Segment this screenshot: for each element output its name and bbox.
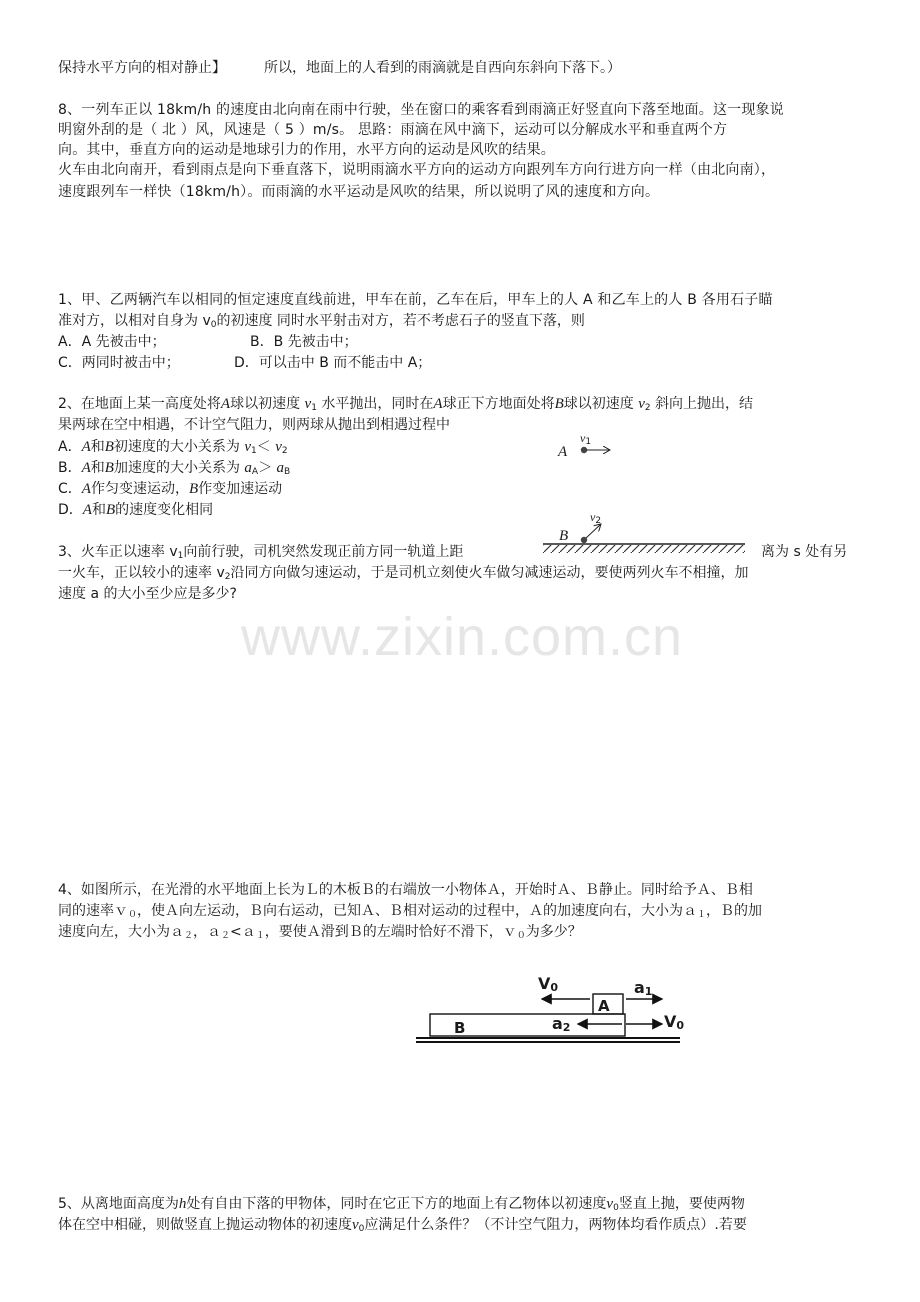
p2-ball-a	[581, 447, 610, 453]
p4-fig-label-a: A	[598, 997, 610, 1015]
q8-line-4: 火车由北向南开，看到雨点是向下垂直落下，说明雨滴水平方向的运动方向跟列车方向行进方向一样（由北向南），	[58, 162, 776, 178]
p5-line-2: 体在空中相碰，则做竖直上抛运动物体的初速度$v_0$应满足什么条件？（不计空气阻力，两物体均看作质点）.若要	[58, 1217, 747, 1234]
p4-line-1: 4、如图所示，在光滑的水平地面上长为Ｌ的木板Ｂ的右端放一小物体Ａ，开始时Ａ、Ｂ静止。同时给予Ａ、Ｂ相	[58, 882, 753, 898]
intro-text-b: 所以，地面上的人看到的雨滴就是自西向东斜向下落下。）	[264, 60, 621, 76]
p4-fig-label-v0-right: $V_0$	[664, 1012, 685, 1032]
p3-line-2: 一火车，正以较小的速率 $v_2$沿同方向做匀速运动，于是司机立刻使火车做匀减速运动，要使两列火车不相撞，加	[58, 565, 749, 582]
p2-option-c: C．A作匀变速运动，B作变加速运动	[58, 481, 283, 497]
q8-line-2: 明窗外刮的是（ 北 ）风，风速是（ 5 ）m/s。 思路：雨滴在风中滴下，运动可以分解成水平和垂直两个方	[58, 122, 728, 138]
p1-line-2: 准对方，以相对自身为 $v_0$的初速度 同时水平射击对方，若不考虑石子的竖直下落，则	[58, 313, 585, 330]
p3-line-3: 速度 a 的大小至少应是多少?	[58, 586, 237, 602]
p2-fig-label-a: A	[558, 444, 568, 460]
p1-option-a: A．A 先被击中；	[58, 334, 166, 350]
p1-option-b: B．B 先被击中；	[250, 334, 358, 350]
q8-line-5: 速度跟列车一样快（18km/h）。而雨滴的水平运动是风吹的结果，所以说明了风的速度和方向。	[58, 184, 660, 200]
p2-fig-label-b: B	[559, 528, 569, 544]
q8-line-1: 8、一列车正以 18km/h 的速度由北向南在雨中行驶，坐在窗口的乘客看到雨滴正好竖直向下落至地面。这一现象说	[58, 102, 784, 118]
p1-line-1: 1、甲、乙两辆汽车以相同的恒定速度直线前进，甲车在前，乙车在后，甲车上的人 A 和乙车上的人 B 各用石子瞄	[58, 292, 773, 308]
p2-line-2: 果两球在空中相遇，不计空气阻力，则两球从抛出到相遇过程中	[58, 417, 450, 433]
watermark: www.zixin.com.cn	[240, 607, 684, 667]
p2-option-b: B．A和B加速度的大小关系为 $a_A> a_B$	[58, 460, 291, 477]
intro-text-a: 保持水平方向的相对静止】	[58, 60, 226, 76]
p2-option-d: D．A和B的速度变化相同	[58, 502, 214, 518]
p2-fig-label-v2: $v_2$	[590, 510, 602, 526]
p4-figure	[416, 994, 680, 1042]
p2-ground	[543, 524, 745, 553]
p3-line-1: 3、火车正以速率 $v_1$向前行驶，司机突然发现正前方同一轨道上距	[58, 544, 464, 561]
p1-option-c: C．两同时被击中；	[58, 355, 180, 371]
p4-fig-label-v0-left: $V_0$	[538, 974, 559, 994]
p2-line-1: 2、在地面上某一高度处将A球以初速度 $v_1$ 水平抛出，同时在A球正下方地面处将B球以初速度 $v_2$ 斜向上抛出，结	[58, 396, 754, 413]
block-a	[593, 994, 623, 1014]
p4-fig-label-b: B	[454, 1019, 466, 1037]
p2-fig-label-v1: $v_1$	[580, 431, 592, 447]
p4-fig-label-a2: $a_2$	[552, 1014, 571, 1034]
q8-line-3: 向。其中，垂直方向的运动是地球引力的作用，水平方向的运动是风吹的结果。	[58, 142, 555, 158]
p4-fig-label-a1: $a_1$	[634, 978, 653, 998]
p2-option-a: A．A和B初速度的大小关系为 $v_1< v_2$	[58, 439, 288, 456]
p1-option-d: D．可以击中 B 而不能击中 A；	[234, 355, 432, 371]
p5-line-1: 5、从离地面高度为h处有自由下落的甲物体，同时在它正下方的地面上有乙物体以初速度$v_0$竖直上抛，要使两物	[58, 1196, 745, 1213]
p4-line-3: 速度向左，大小为ａ$_2$，ａ$_2$<ａ$_1$，要使Ａ滑到Ｂ的左端时恰好不滑下，ｖ$_0$为多少？	[58, 924, 582, 941]
p3-line-1-end: 离为 s 处有另	[761, 544, 848, 560]
p4-line-2: 同的速率ｖ$_0$，使Ａ向左运动，Ｂ向右运动，已知Ａ、Ｂ相对运动的过程中，Ａ的加速度向右，大小为ａ$_1$，Ｂ的加	[58, 903, 763, 920]
board-b	[430, 1014, 625, 1036]
